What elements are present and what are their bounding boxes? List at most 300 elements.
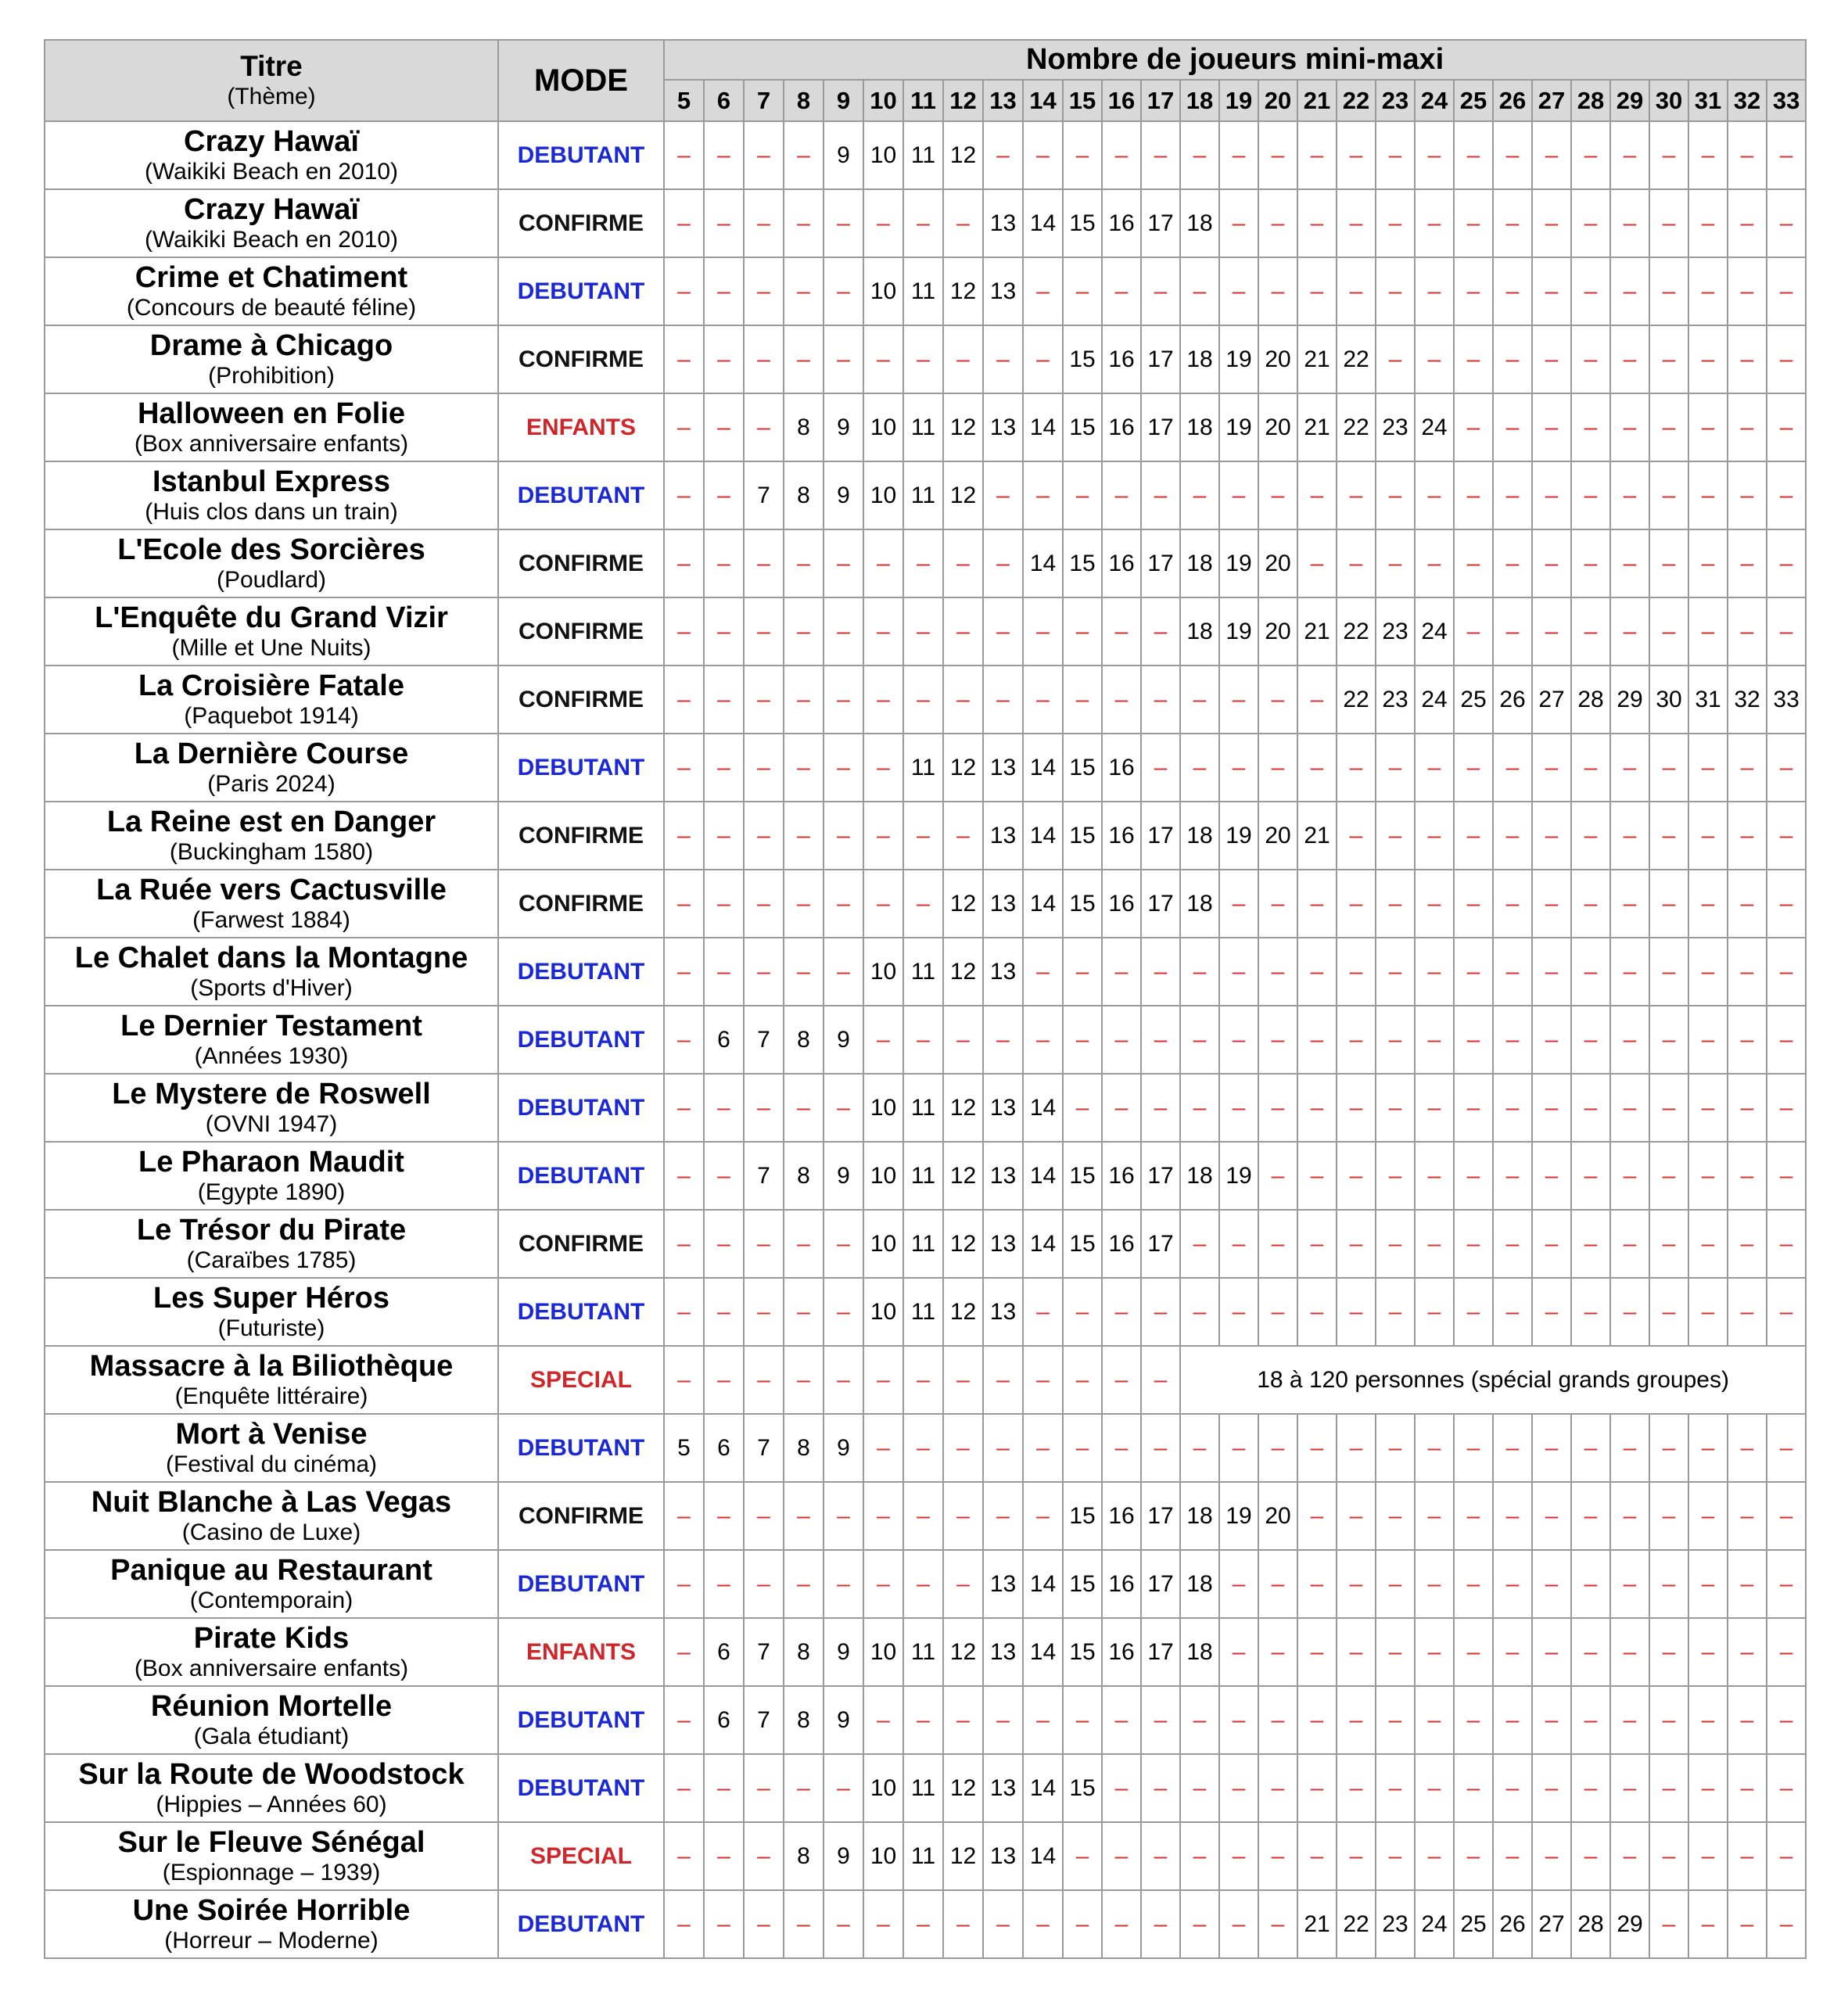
empty-cell: – [704, 257, 744, 325]
player-count-header: 11 [903, 80, 943, 121]
player-count-cell: 12 [943, 870, 983, 938]
empty-cell: – [863, 597, 903, 666]
empty-cell: – [1688, 1754, 1728, 1822]
empty-cell: – [1141, 666, 1180, 734]
empty-cell: – [1493, 1142, 1532, 1210]
empty-cell: – [1571, 325, 1610, 393]
empty-cell: – [1102, 1278, 1141, 1346]
empty-cell: – [1571, 734, 1610, 802]
empty-cell: – [1571, 870, 1610, 938]
title-cell [45, 1482, 498, 1550]
empty-cell: – [744, 257, 784, 325]
empty-cell: – [943, 666, 983, 734]
empty-cell: – [1415, 461, 1454, 529]
player-count-header: 16 [1102, 80, 1141, 121]
empty-cell: – [1141, 734, 1180, 802]
empty-cell: – [1180, 1754, 1219, 1822]
table-row [45, 1822, 1806, 1890]
empty-cell: – [1023, 121, 1063, 189]
empty-cell: – [1023, 1006, 1063, 1074]
empty-cell: – [903, 597, 943, 666]
empty-cell: – [1337, 1142, 1376, 1210]
empty-cell: – [1767, 1686, 1806, 1754]
mode-cell: CONFIRME [498, 189, 664, 257]
empty-cell: – [744, 802, 784, 870]
table-row [45, 1686, 1806, 1754]
empty-cell: – [1571, 1686, 1610, 1754]
empty-cell: – [1297, 1822, 1337, 1890]
empty-cell: – [744, 393, 784, 461]
empty-cell: – [1454, 1414, 1493, 1482]
empty-cell: – [1219, 121, 1258, 189]
empty-cell: – [1337, 257, 1376, 325]
player-count-cell: 13 [983, 393, 1023, 461]
empty-cell: – [1610, 1278, 1649, 1346]
game-theme: (Enquête littéraire) [174, 1383, 368, 1409]
player-count-cell: 17 [1141, 1482, 1180, 1550]
empty-cell: – [1023, 257, 1063, 325]
empty-cell: – [863, 802, 903, 870]
empty-cell: – [1610, 1754, 1649, 1822]
empty-cell: – [784, 1482, 824, 1550]
empty-cell: – [1337, 1754, 1376, 1822]
title-cell [45, 461, 498, 529]
player-count-header: 19 [1219, 80, 1258, 121]
game-title: Istanbul Express [152, 465, 391, 499]
empty-cell: – [1688, 121, 1728, 189]
table-row [45, 1754, 1806, 1822]
empty-cell: – [1649, 121, 1688, 189]
player-count-cell: 13 [983, 1822, 1023, 1890]
table-row [45, 461, 1806, 529]
player-count-cell: 25 [1454, 1890, 1493, 1958]
empty-cell: – [1649, 325, 1688, 393]
player-count-cell: 20 [1258, 325, 1297, 393]
player-count-cell: 19 [1219, 393, 1258, 461]
empty-cell: – [1571, 1822, 1610, 1890]
empty-cell: – [1454, 802, 1493, 870]
empty-cell: – [1728, 802, 1767, 870]
empty-cell: – [664, 461, 704, 529]
mode-cell: ENFANTS [498, 1618, 664, 1686]
empty-cell: – [1532, 393, 1571, 461]
mode-cell: SPECIAL [498, 1346, 664, 1414]
game-theme: (Buckingham 1580) [169, 838, 374, 865]
empty-cell: – [744, 189, 784, 257]
empty-cell: – [664, 189, 704, 257]
player-count-cell: 10 [863, 461, 903, 529]
empty-cell: – [1728, 461, 1767, 529]
empty-cell: – [1454, 325, 1493, 393]
empty-cell: – [1610, 461, 1649, 529]
empty-cell: – [863, 1550, 903, 1618]
empty-cell: – [1610, 1210, 1649, 1278]
player-count-cell: 22 [1337, 393, 1376, 461]
player-count-cell: 26 [1493, 666, 1532, 734]
empty-cell: – [1376, 1006, 1415, 1074]
player-count-cell: 29 [1610, 1890, 1649, 1958]
table-row [45, 1414, 1806, 1482]
game-theme: (Sports d'Hiver) [190, 974, 353, 1001]
empty-cell: – [1141, 1278, 1180, 1346]
mode-cell: DEBUTANT [498, 1754, 664, 1822]
empty-cell: – [983, 325, 1023, 393]
player-count-cell: 15 [1063, 325, 1102, 393]
title-cell [45, 597, 498, 666]
player-count-cell: 15 [1063, 393, 1102, 461]
empty-cell: – [1219, 257, 1258, 325]
mode-cell: DEBUTANT [498, 734, 664, 802]
empty-cell: – [903, 666, 943, 734]
empty-cell: – [1063, 1890, 1102, 1958]
player-count-cell: 23 [1376, 597, 1415, 666]
empty-cell: – [1532, 121, 1571, 189]
player-count-cell: 12 [943, 1822, 983, 1890]
empty-cell: – [1454, 1754, 1493, 1822]
empty-cell: – [744, 529, 784, 597]
empty-cell: – [1376, 1754, 1415, 1822]
empty-cell: – [1258, 1890, 1297, 1958]
empty-cell: – [1219, 1550, 1258, 1618]
player-count-cell: 21 [1297, 325, 1337, 393]
empty-cell: – [784, 189, 824, 257]
player-count-cell: 16 [1102, 1482, 1141, 1550]
empty-cell: – [1728, 734, 1767, 802]
empty-cell: – [704, 666, 744, 734]
table-row [45, 189, 1806, 257]
player-count-cell: 14 [1023, 1754, 1063, 1822]
player-count-cell: 17 [1141, 1618, 1180, 1686]
empty-cell: – [704, 529, 744, 597]
empty-cell: – [1649, 1210, 1688, 1278]
empty-cell: – [903, 189, 943, 257]
player-count-cell: 28 [1571, 1890, 1610, 1958]
player-count-cell: 22 [1337, 325, 1376, 393]
empty-cell: – [1728, 1278, 1767, 1346]
empty-cell: – [1493, 189, 1532, 257]
empty-cell: – [824, 1278, 863, 1346]
mode-cell: DEBUTANT [498, 1278, 664, 1346]
empty-cell: – [1532, 1142, 1571, 1210]
mode-cell: DEBUTANT [498, 1142, 664, 1210]
empty-cell: – [1610, 1550, 1649, 1618]
empty-cell: – [1337, 1618, 1376, 1686]
empty-cell: – [1532, 1686, 1571, 1754]
empty-cell: – [1063, 1346, 1102, 1414]
empty-cell: – [1297, 1278, 1337, 1346]
mode-cell: CONFIRME [498, 529, 664, 597]
empty-cell: – [1258, 1414, 1297, 1482]
empty-cell: – [1297, 1482, 1337, 1550]
empty-cell: – [784, 1210, 824, 1278]
title-cell [45, 393, 498, 461]
empty-cell: – [744, 1074, 784, 1142]
game-theme: (Années 1930) [194, 1042, 349, 1069]
empty-cell: – [1649, 1754, 1688, 1822]
empty-cell: – [1415, 1074, 1454, 1142]
empty-cell: – [1337, 121, 1376, 189]
player-count-cell: 11 [903, 257, 943, 325]
empty-cell: – [1376, 529, 1415, 597]
empty-cell: – [1180, 666, 1219, 734]
game-title: Réunion Mortelle [150, 1690, 393, 1724]
empty-cell: – [1258, 1006, 1297, 1074]
empty-cell: – [824, 597, 863, 666]
empty-cell: – [1532, 257, 1571, 325]
empty-cell: – [1493, 1006, 1532, 1074]
empty-cell: – [1415, 1550, 1454, 1618]
empty-cell: – [1337, 461, 1376, 529]
empty-cell: – [1532, 1550, 1571, 1618]
empty-cell: – [1649, 1006, 1688, 1074]
empty-cell: – [1415, 1142, 1454, 1210]
player-count-cell: 21 [1297, 393, 1337, 461]
empty-cell: – [1649, 393, 1688, 461]
empty-cell: – [1023, 461, 1063, 529]
player-count-header: 25 [1454, 80, 1493, 121]
player-count-cell: 18 [1180, 802, 1219, 870]
player-count-header: 33 [1767, 80, 1806, 121]
player-count-cell: 13 [983, 734, 1023, 802]
empty-cell: – [664, 1550, 704, 1618]
empty-cell: – [1337, 1686, 1376, 1754]
player-count-cell: 12 [943, 461, 983, 529]
empty-cell: – [784, 1550, 824, 1618]
empty-cell: – [1337, 1414, 1376, 1482]
empty-cell: – [1141, 1346, 1180, 1414]
empty-cell: – [1688, 802, 1728, 870]
empty-cell: – [1258, 1278, 1297, 1346]
empty-cell: – [1454, 393, 1493, 461]
empty-cell: – [863, 870, 903, 938]
empty-cell: – [824, 1550, 863, 1618]
empty-cell: – [1219, 1754, 1258, 1822]
empty-cell: – [1493, 121, 1532, 189]
empty-cell: – [1376, 938, 1415, 1006]
player-count-cell: 24 [1415, 393, 1454, 461]
empty-cell: – [744, 734, 784, 802]
title-cell [45, 938, 498, 1006]
empty-cell: – [1649, 1890, 1688, 1958]
player-count-cell: 17 [1141, 529, 1180, 597]
game-theme: (Poudlard) [216, 566, 327, 593]
player-count-cell: 15 [1063, 1618, 1102, 1686]
empty-cell: – [664, 938, 704, 1006]
empty-cell: – [1258, 1618, 1297, 1686]
empty-cell: – [1023, 597, 1063, 666]
empty-cell: – [704, 1822, 744, 1890]
empty-cell: – [1337, 734, 1376, 802]
table-row [45, 393, 1806, 461]
empty-cell: – [1063, 257, 1102, 325]
empty-cell: – [1767, 1618, 1806, 1686]
empty-cell: – [1337, 1822, 1376, 1890]
empty-cell: – [1610, 870, 1649, 938]
empty-cell: – [903, 325, 943, 393]
game-title: La Reine est en Danger [106, 805, 436, 839]
empty-cell: – [1532, 461, 1571, 529]
player-count-cell: 10 [863, 121, 903, 189]
table-row [45, 1346, 1806, 1414]
table-row [45, 802, 1806, 870]
mode-cell: DEBUTANT [498, 121, 664, 189]
empty-cell: – [1219, 938, 1258, 1006]
player-count-cell: 12 [943, 257, 983, 325]
empty-cell: – [1454, 734, 1493, 802]
empty-cell: – [1532, 529, 1571, 597]
empty-cell: – [903, 1482, 943, 1550]
empty-cell: – [1767, 1074, 1806, 1142]
empty-cell: – [744, 938, 784, 1006]
player-count-cell: 11 [903, 1210, 943, 1278]
player-count-cell: 6 [704, 1414, 744, 1482]
player-count-cell: 14 [1023, 1550, 1063, 1618]
empty-cell: – [903, 1346, 943, 1414]
title-cell [45, 1074, 498, 1142]
empty-cell: – [1767, 734, 1806, 802]
title-cell [45, 257, 498, 325]
game-theme: (Festival du cinéma) [165, 1451, 378, 1477]
mode-cell: DEBUTANT [498, 1414, 664, 1482]
player-count-cell: 12 [943, 1754, 983, 1822]
empty-cell: – [824, 1210, 863, 1278]
player-count-cell: 11 [903, 461, 943, 529]
empty-cell: – [983, 1890, 1023, 1958]
empty-cell: – [1688, 597, 1728, 666]
player-count-cell: 13 [983, 1278, 1023, 1346]
empty-cell: – [983, 597, 1023, 666]
empty-cell: – [943, 1890, 983, 1958]
empty-cell: – [704, 802, 744, 870]
empty-cell: – [1532, 1822, 1571, 1890]
empty-cell: – [784, 1278, 824, 1346]
empty-cell: – [784, 529, 824, 597]
player-count-cell: 13 [983, 257, 1023, 325]
empty-cell: – [1728, 938, 1767, 1006]
player-count-header: 24 [1415, 80, 1454, 121]
player-count-cell: 9 [824, 1686, 863, 1754]
player-count-cell: 13 [983, 1754, 1023, 1822]
empty-cell: – [1376, 1142, 1415, 1210]
empty-cell: – [983, 666, 1023, 734]
empty-cell: – [1219, 1006, 1258, 1074]
empty-cell: – [1415, 257, 1454, 325]
empty-cell: – [664, 393, 704, 461]
empty-cell: – [1571, 597, 1610, 666]
player-count-cell: 17 [1141, 1210, 1180, 1278]
empty-cell: – [1415, 734, 1454, 802]
empty-cell: – [1141, 1754, 1180, 1822]
game-theme: (Paris 2024) [207, 770, 336, 797]
player-count-cell: 6 [704, 1618, 744, 1686]
empty-cell: – [1454, 938, 1493, 1006]
player-count-cell: 24 [1415, 597, 1454, 666]
empty-cell: – [1141, 597, 1180, 666]
empty-cell: – [664, 1754, 704, 1822]
title-cell [45, 1278, 498, 1346]
empty-cell: – [1454, 1278, 1493, 1346]
empty-cell: – [943, 189, 983, 257]
empty-cell: – [704, 1890, 744, 1958]
player-count-header: 7 [744, 80, 784, 121]
empty-cell: – [1454, 1142, 1493, 1210]
empty-cell: – [1376, 121, 1415, 189]
empty-cell: – [1063, 597, 1102, 666]
table-row [45, 597, 1806, 666]
empty-cell: – [1493, 1822, 1532, 1890]
empty-cell: – [784, 870, 824, 938]
empty-cell: – [1728, 1754, 1767, 1822]
empty-cell: – [1376, 1278, 1415, 1346]
empty-cell: – [824, 1346, 863, 1414]
empty-cell: – [824, 325, 863, 393]
empty-cell: – [1063, 1414, 1102, 1482]
table-row [45, 257, 1806, 325]
empty-cell: – [1610, 121, 1649, 189]
empty-cell: – [1610, 802, 1649, 870]
player-count-header: 9 [824, 80, 863, 121]
player-count-cell: 14 [1023, 393, 1063, 461]
player-count-cell: 22 [1337, 597, 1376, 666]
game-theme: (Box anniversaire enfants) [134, 1655, 409, 1681]
game-theme: (Espionnage – 1939) [162, 1859, 381, 1885]
empty-cell: – [1258, 1754, 1297, 1822]
player-count-cell: 14 [1023, 1822, 1063, 1890]
empty-cell: – [1610, 1618, 1649, 1686]
empty-cell: – [1767, 1822, 1806, 1890]
empty-cell: – [1728, 1142, 1767, 1210]
empty-cell: – [1376, 1482, 1415, 1550]
empty-cell: – [784, 1890, 824, 1958]
player-count-cell: 19 [1219, 1482, 1258, 1550]
player-count-cell: 15 [1063, 1482, 1102, 1550]
empty-cell: – [664, 1142, 704, 1210]
empty-cell: – [744, 1482, 784, 1550]
empty-cell: – [1571, 393, 1610, 461]
empty-cell: – [1023, 1890, 1063, 1958]
player-count-cell: 16 [1102, 802, 1141, 870]
empty-cell: – [1415, 802, 1454, 870]
player-count-cell: 17 [1141, 325, 1180, 393]
player-count-cell: 13 [983, 1550, 1023, 1618]
player-count-cell: 9 [824, 1142, 863, 1210]
empty-cell: – [1571, 1618, 1610, 1686]
empty-cell: – [1023, 1414, 1063, 1482]
empty-cell: – [1728, 1006, 1767, 1074]
player-count-header: 27 [1532, 80, 1571, 121]
player-count-header: 31 [1688, 80, 1728, 121]
player-count-cell: 19 [1219, 325, 1258, 393]
empty-cell: – [824, 529, 863, 597]
player-count-header: 5 [664, 80, 704, 121]
game-title: Pirate Kids [193, 1622, 350, 1656]
empty-cell: – [1493, 393, 1532, 461]
empty-cell: – [1376, 461, 1415, 529]
empty-cell: – [1141, 1822, 1180, 1890]
player-count-cell: 14 [1023, 1074, 1063, 1142]
empty-cell: – [1571, 189, 1610, 257]
empty-cell: – [664, 666, 704, 734]
empty-cell: – [1728, 1482, 1767, 1550]
player-count-cell: 11 [903, 1822, 943, 1890]
empty-cell: – [1258, 734, 1297, 802]
empty-cell: – [1454, 461, 1493, 529]
empty-cell: – [1610, 1074, 1649, 1142]
empty-cell: – [1493, 529, 1532, 597]
empty-cell: – [1610, 1822, 1649, 1890]
empty-cell: – [1493, 1210, 1532, 1278]
title-cell [45, 189, 498, 257]
